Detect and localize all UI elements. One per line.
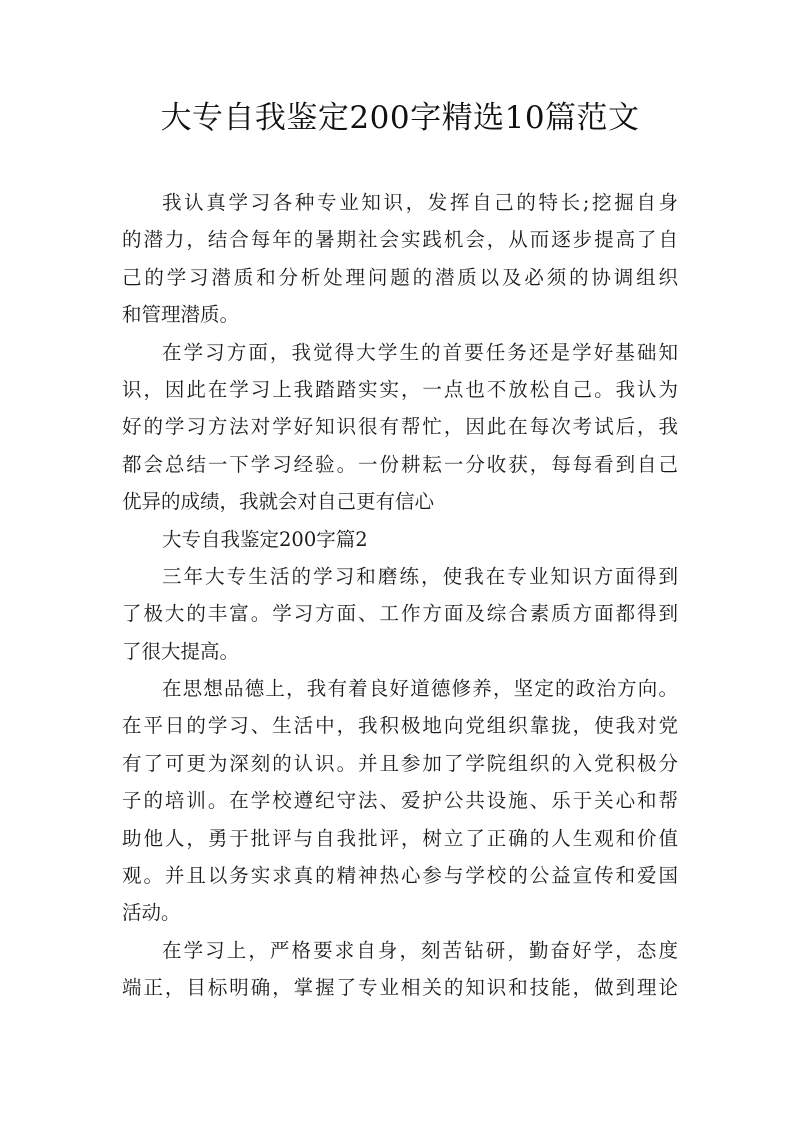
text-line: 和管理潜质。 bbox=[122, 303, 240, 327]
paragraph bbox=[122, 558, 678, 670]
section-heading bbox=[122, 521, 678, 558]
text-line: 助他人，勇于批评与自我批评，树立了正确的人生观和价值 bbox=[122, 826, 678, 850]
text-line: 的潜力，结合每年的暑期社会实践机会，从而逐步提高了自 bbox=[122, 228, 678, 252]
text-line: 我认真学习各种专业知识，发挥自己的特长;挖掘自身 bbox=[162, 191, 678, 214]
paragraph bbox=[122, 932, 678, 1007]
text-line: 子的培训。在学校遵纪守法、爱护公共设施、乐于关心和帮 bbox=[122, 789, 678, 813]
text-line: 在思想品德上，我有着良好道德修养，坚定的政治方向。 bbox=[162, 677, 678, 701]
text-line: 在学习上，严格要求自身，刻苦钻研，勤奋好学，态度 bbox=[162, 938, 678, 962]
text-line: 端正，目标明确，掌握了专业相关的知识和技能，做到理论 bbox=[122, 976, 678, 1000]
text-line: 在学习方面，我觉得大学生的首要任务还是学好基础知 bbox=[162, 340, 678, 364]
text-line: 都会总结一下学习经验。一份耕耘一分收获，每每看到自己 bbox=[122, 452, 678, 476]
document-body bbox=[122, 184, 678, 1007]
document-title: 大专自我鉴定200字精选10篇范文 bbox=[160, 100, 640, 136]
paragraph bbox=[122, 334, 678, 521]
text-line: 好的学习方法对学好知识很有帮忙，因此在每次考试后，我 bbox=[122, 415, 678, 439]
text-line: 大专自我鉴定200字篇2 bbox=[162, 527, 368, 551]
text-line: 己的学习潜质和分析处理问题的潜质以及必须的协调组织 bbox=[122, 265, 678, 289]
text-line: 活动。 bbox=[122, 901, 181, 925]
text-line: 识，因此在学习上我踏踏实实，一点也不放松自己。我认为 bbox=[122, 377, 678, 401]
paragraph bbox=[122, 670, 678, 932]
text-line: 观。并且以务实求真的精神热心参与学校的公益宣传和爱国 bbox=[122, 864, 678, 888]
text-line: 了极大的丰富。学习方面、工作方面及综合素质方面都得到 bbox=[122, 602, 678, 626]
text-line: 三年大专生活的学习和磨练，使我在专业知识方面得到 bbox=[162, 564, 678, 588]
text-line: 有了可更为深刻的认识。并且参加了学院组织的入党积极分 bbox=[122, 751, 678, 775]
text-line: 在平日的学习、生活中，我积极地向党组织靠拢，使我对党 bbox=[122, 714, 678, 738]
text-line: 了很大提高。 bbox=[122, 639, 240, 663]
paragraph bbox=[122, 184, 678, 334]
text-line: 优异的成绩，我就会对自己更有信心 bbox=[122, 490, 435, 514]
